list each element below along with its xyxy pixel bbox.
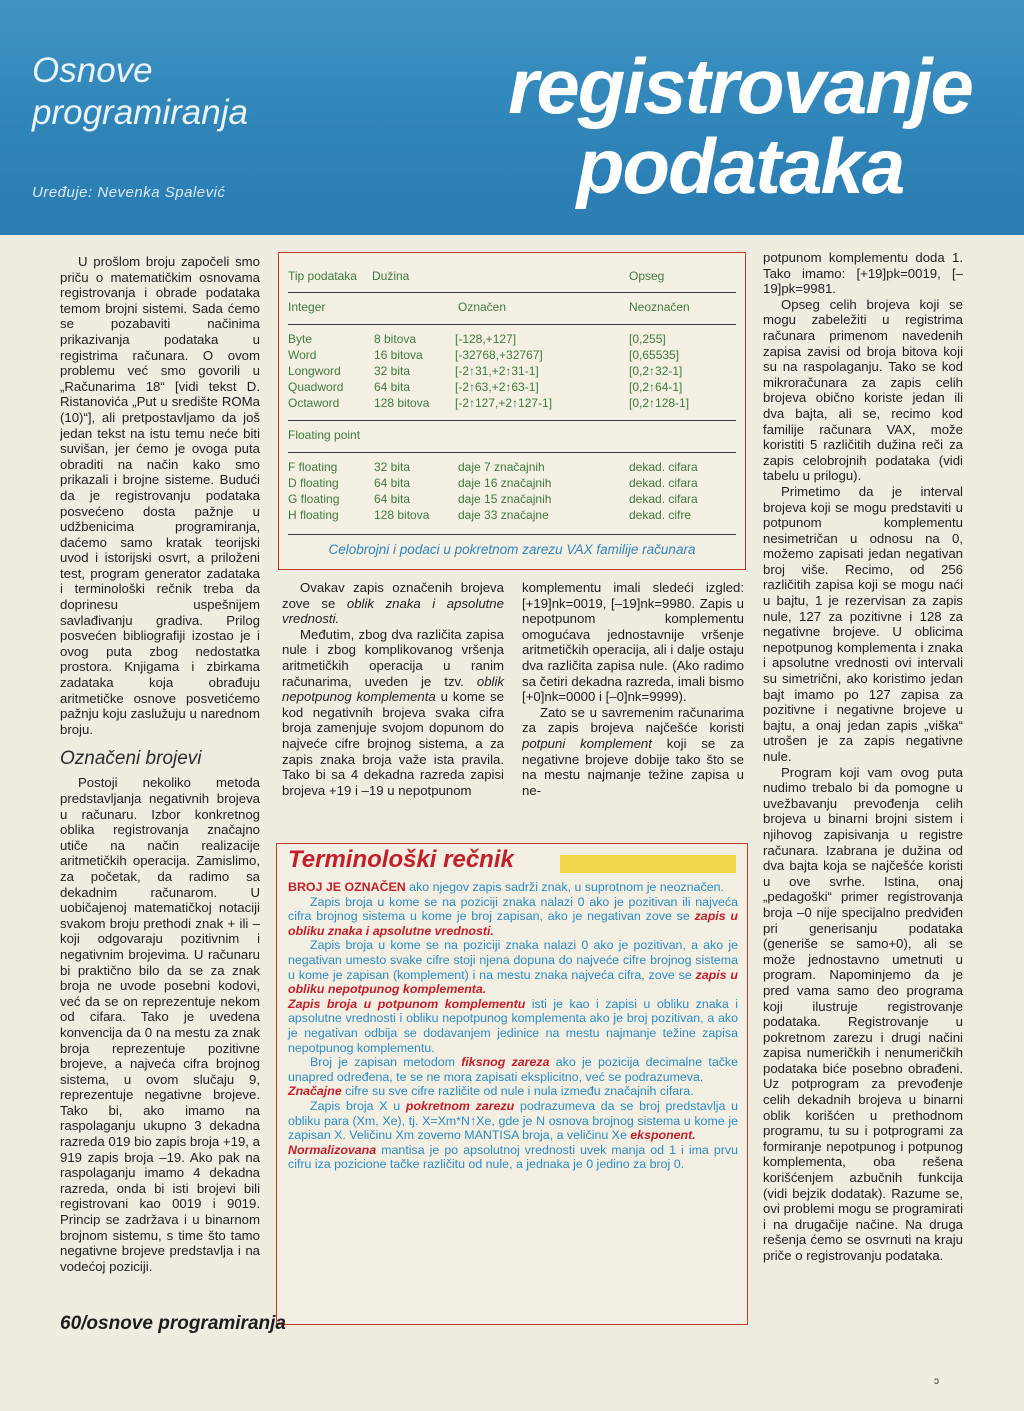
column-4 xyxy=(763,250,963,1264)
text-run: mantisa je po apsolutnoj vrednosti uvek manja od 1 i ima prvu cifru iza pozicione tačke različitu od nule, a jednaka je 0 jedino za broj 0. xyxy=(288,1142,738,1172)
glossary-term: fiksnog zareza xyxy=(461,1055,550,1070)
signed-numbers-paragraph: Postoji nekoliko metoda predstavljanja negativnih brojeva u računaru. Izbor konkretnog oblika registrovanja značajno utiče na način realizacije aritmetičkih operacija. Zamislimo, za početak, da radimo sa dekadnim računarom. U uobičajenoj matematičkoj notaciji svakom broju prethodi znak + ili – koji odgovaraju pozitivnim i negativnim brojevima. U računaru bi praktično bilo da se za znak broja ne uvode posebni kodovi, već da se on reprezentuje nekom od cifara. Tako je uvedena konvencija da 0 na mestu za znak broja reprezentuje pozitivne brojeve, a najveća cifra brojnog sistema, u ovom slučaju 9, reprezentuje negativne brojeve. Tako bi, ako imamo na raspolaganju ukupno 3 dekadna razreda 019 bio zapis broja +19, a 919 zapis broja –19. Ako pak na raspolaganju imamo 4 dekadna razreda, onda bi isti brojevi bili registrovani kao 0019 i 9019. Princip se zadržava i u binarnom brojnom sistemu, s time što tamo negativne brojeve predstavlja i na vodećoj poziciji. xyxy=(60,775,260,1274)
table-cell: [0,2↑64-1] xyxy=(629,380,683,394)
article-title xyxy=(470,42,1010,210)
table-cell: 32 bita xyxy=(374,364,411,378)
emphasis: potpuni komplement xyxy=(522,735,652,751)
table-header-length: Dužina xyxy=(372,269,410,283)
table-cell: dekad. cifara xyxy=(629,492,698,506)
table-cell: Word xyxy=(288,348,317,362)
section-heading: Označeni brojevi xyxy=(60,748,202,770)
table-cell: dekad. cifre xyxy=(629,508,692,522)
table-cell: D floating xyxy=(288,476,339,490)
table-header-range: Opseg xyxy=(629,269,665,283)
table-caption: Celobrojni i podaci u pokretnom zarezu VAX familije računara xyxy=(328,542,696,557)
text-run: Ovakav zapis označenih brojeva zove se xyxy=(282,580,504,611)
table-rule xyxy=(288,534,736,535)
table-rule xyxy=(288,324,736,325)
table-cell: 64 bita xyxy=(374,380,411,394)
text-run: podrazumeva da se broj predstavlja u obliku para (Xm, Xe), tj. X=Xm*N↑Xe, gde je N osnova brojnog sistema u kome je zapisan X. Veličinu Xm zovemo MANTISA broja, a veličinu Xe xyxy=(288,1098,739,1143)
text-run: isti je kao i zapisi u obliku znaka i apsolutne vrednosti i obliku nepotpunog komplementa ako je broj pozitivan, a ako je negativan odbija se dodavanjem jedinice na mestu najmanje težine zapisa nepotpunog komplementu. xyxy=(288,996,738,1055)
table-header-type: Tip podataka xyxy=(288,269,357,283)
table-cell: [-2↑31,+2↑31-1] xyxy=(455,364,539,378)
emphasis: oblik nepotpunog komplementa xyxy=(282,673,504,705)
table-cell: 8 bitova xyxy=(374,332,417,346)
glossary-title: Terminološki rečnik xyxy=(288,846,514,873)
table-cell: 64 bita xyxy=(374,492,411,506)
glossary-term: Normalizovana xyxy=(288,1142,377,1157)
table-unsigned-label: Neoznačen xyxy=(629,300,690,314)
glossary-entry xyxy=(288,1084,738,1099)
text-run: Zapis broja X u xyxy=(310,1098,406,1113)
glossary-entry xyxy=(288,1099,738,1143)
table-cell: [0,255] xyxy=(629,332,666,346)
table-signed-label: Označen xyxy=(458,300,507,314)
text-run: Zato se u savremenim računarima za zapis brojeva najčešće koristi xyxy=(522,704,744,736)
page-footer: 60/osnove programiranja xyxy=(60,1313,286,1334)
glossary-term: zapis u obliku nepotpunog komplementa. xyxy=(288,967,738,997)
editor-credit: Uređuje: Nevenka Spalević xyxy=(32,184,226,201)
table-cell: [0,2↑128-1] xyxy=(629,396,690,410)
table-cell: [-32768,+32767] xyxy=(455,348,543,362)
glossary-entry xyxy=(288,1143,738,1172)
emphasis: oblik znaka i apsolutne vrednosti. xyxy=(282,595,504,627)
page-mark: ɔ xyxy=(934,1376,939,1387)
col3-paragraph-2 xyxy=(522,705,744,799)
col2-paragraph-1 xyxy=(282,580,504,627)
glossary-entry xyxy=(288,938,738,996)
glossary-body xyxy=(288,880,738,1172)
table-cell: [-2↑127,+2↑127-1] xyxy=(455,396,553,410)
table-rule xyxy=(288,452,736,453)
col3-paragraph-1: komplementu imali sledeći izgled: [+19]nk=0019, [–19]nk=9980. Zapis u nepotpunom komplementu omogućava jednostavnije vršenje aritmetičkih operacija, ali i dalje ostaju dva različita zapisa nule. (Ako radimo sa četiri dekadna razreda, imali bismo [+0]nk=0000 i [–0]nk=9999). xyxy=(522,580,744,705)
table-cell: F floating xyxy=(288,460,338,474)
glossary-title-bar xyxy=(560,855,736,873)
column-1 xyxy=(60,254,260,1274)
table-cell: 64 bita xyxy=(374,476,411,490)
article-title-line-2: podataka xyxy=(576,122,904,210)
table-cell: 16 bitova xyxy=(374,348,423,362)
table-rule xyxy=(288,292,736,293)
col2-paragraph-2 xyxy=(282,627,504,799)
table-floating-label: Floating point xyxy=(288,428,361,442)
table-cell: dekad. cifara xyxy=(629,476,698,490)
glossary-term: BROJ JE OZNAČEN xyxy=(288,880,406,894)
text-run: koji se za negativne brojeve dobije tako što se na mestu najmanje težine zapisa u ne- xyxy=(522,735,745,798)
header-banner xyxy=(0,0,1024,235)
column-2 xyxy=(282,580,504,798)
series-line-2: programiranja xyxy=(32,93,248,132)
table-cell: daje 16 značajnih xyxy=(458,476,552,490)
table-cell: Byte xyxy=(288,332,313,346)
table-integer-label: Integer xyxy=(288,300,326,314)
table-cell: [-128,+127] xyxy=(455,332,517,346)
table-cell: [0,2↑32-1] xyxy=(629,364,683,378)
glossary-entry xyxy=(288,895,738,939)
series-title xyxy=(32,50,248,134)
text-run: cifre su sve cifre različite od nule i nula između značajnih cifara. xyxy=(341,1084,694,1099)
article-title-line-1: registrovanje xyxy=(508,42,972,130)
table-cell: Octaword xyxy=(288,396,340,410)
table-cell: daje 15 značajnih xyxy=(458,492,552,506)
glossary-entry xyxy=(288,997,738,1055)
text-run: Broj je zapisan metodom xyxy=(310,1055,462,1070)
glossary-entry xyxy=(288,1055,738,1084)
col4-paragraph-2: Opseg celih brojeva koji se mogu zabeležiti u registrima računara primenom navedenih zapisa zavisi od broja bitova koji su na raspolaganju. Tako se kod mikroračunara za zapis celih brojeva obično koriste jedan ili dva bajta, ali se, recimo kod familije računara VAX, može koristiti 5 različitih dužina reči za zapis celobrojnih podataka (vidi tabelu u prilogu). xyxy=(763,296,963,484)
glossary-term: eksponent. xyxy=(630,1128,696,1143)
text-run: Zapis broja u kome se na poziciji znaka nalazi 0 ako je pozitivan ili najveća cifra brojnog sistema u kome je broj zapisan, ako je negativan zove se xyxy=(288,894,738,924)
col4-paragraph-3: Primetimo da je interval brojeva koji se mogu predstaviti u potpunom komplementu nesimetričan u odnosu na 0, možemo zapisati jedan negativan broj više. Recimo, od 256 različitih zapisa koji se mogu naći u bajtu, 1 je rezervisan za zapis nule, 127 za pozitivne i 128 za negativne brojeve. U oblicima nepotpunog komplementa i znaka i apsolutne vrednosti ovi intervali su simetrični, ako koristimo jedan bajt imamo po 127 zapisa za pozitivne i negativne brojeve u bajtu, a onaj jedan zapis „viška“ utrošen je za zapis negativne nule. xyxy=(763,483,963,764)
text-run: ako njegov zapis sadrži znak, u suprotnom je neoznačen. xyxy=(405,880,724,894)
text-run: u kome se kod negativnih brojeva svaka cifra broja zamenjuje svojom dopunom do najveće cifre brojnog sistema, a za zapis znaka broja važe ista pravila. Tako bi sa 4 dekadna razreda zapisi brojeva +19 i –19 u nepotpunom xyxy=(282,689,504,798)
table-cell: daje 33 značajne xyxy=(458,508,549,522)
glossary-term: zapis u obliku znaka i apsolutne vrednosti. xyxy=(288,909,739,938)
table-cell: [0,65535] xyxy=(629,348,680,362)
glossary-entry xyxy=(288,880,738,895)
table-cell: 128 bitova xyxy=(374,508,430,522)
table-cell: [-2↑63,+2↑63-1] xyxy=(455,380,539,394)
table-cell: daje 7 značajnih xyxy=(458,460,545,474)
glossary-term: Značajne xyxy=(288,1084,342,1099)
col4-paragraph-1: potpunom komplementu doda 1. Tako imamo: [+19]pk=0019, [–19]pk=9981. xyxy=(763,250,963,297)
text-run: Zapis broja u kome se na poziciji znaka nalazi 0 ako je pozitivan, a ako je negativan umesto svake cifre stoji njena dopuna do najveće cifre brojnog sistema u kome je zapisan (komplement) i na mestu znaka najveća cifra, zove se xyxy=(288,938,738,982)
table-cell: 128 bitova xyxy=(374,396,430,410)
intro-paragraph: U prošlom broju započeli smo priču o matematičkim osnovama registrovanja i obrade podataka temom brojni sistemi. Sada ćemo se pozabaviti načinima prikazivanja podataka u registrima računara. O ovom problemu već smo govorili u „Računarima 18“ [vidi tekst D. Ristanovića „Put u središte ROMa (10)“], ali pretpostavljamo da još jedan tekst na istu temu neće biti suvišan, jer ćemo je ovoga puta obraditi na način kako smo prikazali i brojne sisteme. Budući da je registrovanju podataka posvećeno dosta pažnje u udžbenicima programiranja, daćemo samo kratak teorijski uvod i istorijski osvrt, a priloženi test, program generator zadataka i terminološki rečnik treba da doprinesu uspešnijem savlađivanju gradiva. Prilog posvećen bibliografiji izostao je i ovog puta zbog nedostatka prostora. Knjigama i zbirkama zadataka koja obrađuju aritmetičke osnove posvetićemo pažnju koju zaslužuju u narednom broju. xyxy=(60,254,260,737)
glossary-term: pokretnom zarezu xyxy=(405,1098,515,1113)
table-cell: 32 bita xyxy=(374,460,411,474)
table-rule xyxy=(288,420,736,421)
table-cell: G floating xyxy=(288,492,340,506)
column-3 xyxy=(522,580,744,798)
col4-paragraph-4: Program koji vam ovog puta nudimo trebalo bi da pomogne u uvežbavanju prevođenja celih brojeva u binarni brojni sistem i njihovog zapisivanja u registre računara. Izabrana je dužina od dva bajta koja se najčešće koristi u ove svrhe. Istina, onaj „pedagoški“ primer registrovanja broja –0 nije specijalno predviđen pri generisanju podataka (generiše se samo+0), ali se može jednostavno umetnuti u program. Napominjemo da je pred vama samo deo programa koji ilustruje registrovanje podataka. Registrovanje u pokretnom zarezu i drugi načini zapisa numeričkih i nenumeričkih podataka biće posebno obrađeni. Uz potprogram za prevođenje celih dekadnih brojeva u binarni oblik korišćen u prethodnom programu, tu su i potprogrami za formiranje nepotpunog i potpunog komplementa, oba rešena korišćenjem azbučnih funkcija (vidi bejzik dodatak). Razume se, ovi problemi mogu se programirati i na drugačije načine. Na druga rešenja ćemo se osvrnuti na kraju priče o registrovanju podataka. xyxy=(763,764,963,1263)
text-run: ako je pozicija decimalne tačke unapred određena, te se ne mora zapisati eksplicitno, već se podrazumeva. xyxy=(288,1055,739,1084)
table-cell: H floating xyxy=(288,508,339,522)
table-cell: dekad. cifara xyxy=(629,460,698,474)
text-run: Međutim, zbog dva različita zapisa nule i zbog komplikovanog vršenja aritmetičkih operacija u ranim računarima, uveden je tzv. xyxy=(282,626,504,689)
glossary-term: Zapis broja u potpunom komplementu xyxy=(288,996,526,1011)
table-cell: Longword xyxy=(288,364,341,378)
table-cell: Quadword xyxy=(288,380,344,394)
series-line-1: Osnove xyxy=(32,51,153,90)
